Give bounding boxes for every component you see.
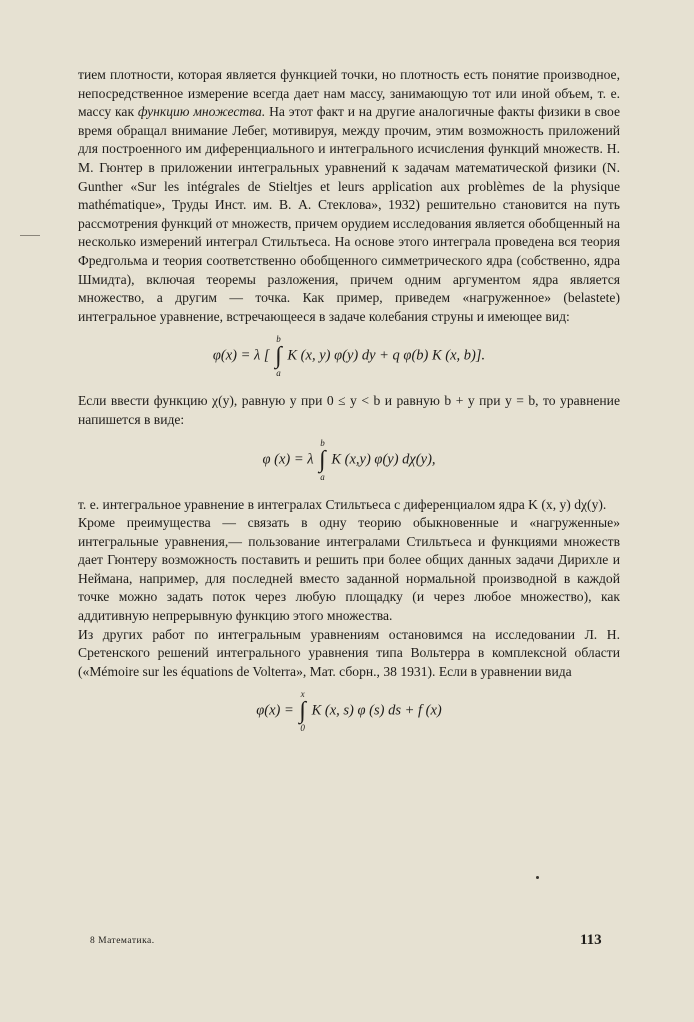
integral-upper-limit: b: [320, 437, 325, 448]
formula-3-right: K (x, s) φ (s) ds + f (x): [311, 702, 442, 719]
paragraph-4: Кроме преимущества — связать в одну теорию обыкновенные и «нагруженные» интегральные уравнения,— пользование интегралами Стильтьеса и функциями множеств дает Гюнтеру возможность поставить и решить при более общих данных задачи Дирихле и Неймана, например, для последней вместо заданной нормальной производной в каждой точке можно задать поток через любую площадку (и через любое множество), как аддитивную непрерывную функцию этого множества.: [78, 515, 620, 624]
paragraph-5: Из других работ по интегральным уравнениям остановимся на исследовании Л. Н. Сретенского решений интегрального уравнения типа Вольтерра в комплексной области («Mémoire sur les équations de Volterra», Мат. сборн., 38 1931). Если в уравнении вида: [78, 626, 620, 679]
integral-sign: x ∫ 0: [299, 689, 306, 734]
body-text: [78, 66, 620, 737]
formula-1-left: φ(x) = λ [: [212, 347, 270, 364]
formula-2-right: K (x,y) φ(y) dχ(y),: [331, 450, 436, 467]
formula-stieltjes-equation: [78, 438, 620, 482]
integral-upper-limit: b: [276, 334, 281, 345]
paragraph-2: Если ввести функцию χ(y), равную y при 0 ≤ y < b и равную b + y при y = b, то уравнение напишется в виде:: [78, 393, 620, 427]
integral-upper-limit: x: [300, 689, 305, 700]
paragraph-1-italic: функцию множества.: [137, 104, 266, 120]
footer-signature: 8 Математика.: [90, 936, 155, 946]
integral-sign: b ∫ a: [319, 437, 326, 482]
paragraph-1-rest: На этот факт и на другие аналогичные факты физики в свое время обращал внимание Лебег, мотивируя, между прочим, этим возможность приложений для построенного им диференциального и интегрального исчисления функций множеств. Н. М. Гюнтер в приложении интегральных уравнений к задачам математической физики (N. Gunther «Sur les intégrales de Stieltjes et leurs application aux problèmes de la physique mathématique», Труды Инст. им. В. А. Стеклова», 1932) решительно становится на путь рассмотрения функций от множеств, причем орудием исследования является обобщенный на несколько измерений интеграл Стильтьеса. На основе этого интеграла проведена вся теория Фредгольма и теория соответственно обобщенного симметрического ядра (собственно, ядра Шмидта), включая теоремы разложения, причем одним аргументом ядра является множество, а другим — точка. Как пример, приведем «нагруженное» (belastete) интегральное уравнение, встречающееся в задаче колебания струны и имеющее вид:: [78, 104, 621, 324]
formula-loaded-equation: [78, 334, 620, 378]
formula-3-left: φ(x) =: [256, 702, 294, 719]
margin-mark: [20, 235, 40, 236]
integral-lower-limit: a: [320, 471, 325, 482]
formula-1-right: K (x, y) φ(y) dy + q φ(b) K (x, b)].: [287, 347, 486, 364]
integral-sign: b ∫ a: [275, 334, 282, 379]
paragraph-1: [78, 66, 620, 326]
ink-dot: [536, 876, 539, 879]
integral-lower-limit: a: [276, 368, 281, 379]
paragraph-1-text: тием плотности, которая является функцией точки, но плотность есть понятие производное, непосредственное измерение всегда дает нам массу, занимающую тот или иной объем, т. е. массу как: [78, 67, 620, 120]
paragraph-3: т. е. интегральное уравнение в интегралах Стильтьеса с диференциалом ядра K (x, y) dχ(y).: [78, 496, 607, 512]
page-number: 113: [580, 932, 602, 948]
formula-2-left: φ (x) = λ: [262, 450, 314, 467]
integral-lower-limit: 0: [300, 723, 305, 734]
formula-volterra-equation: [78, 689, 620, 733]
